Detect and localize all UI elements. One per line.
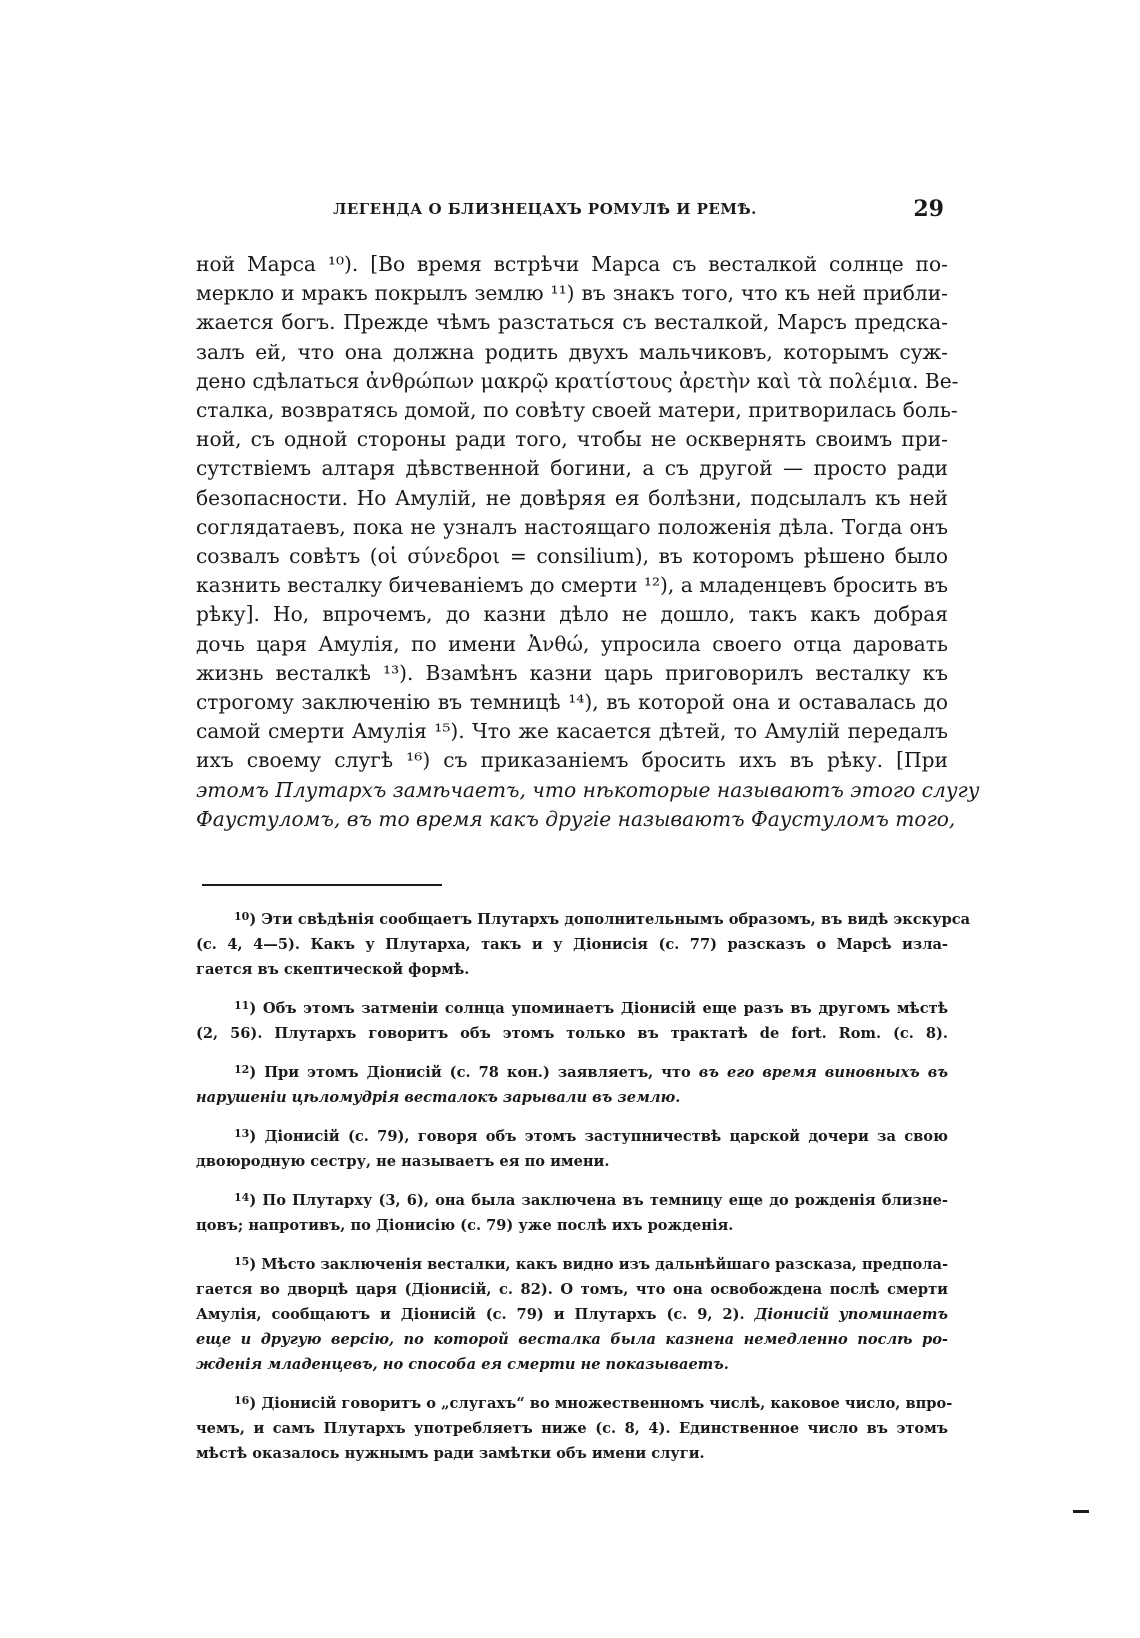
footnote-marker: 10 [234, 910, 250, 923]
footnote [196, 1057, 948, 1110]
footnote-line: чемъ, и самъ Плутархъ употребляетъ ниже (с. 8, 4). Единственное число въ этомъ [196, 1420, 948, 1437]
text-line: ной, съ одной стороны ради того, чтобы не осквернять своимъ при- [196, 427, 948, 452]
footnote-line: цовъ; напротивъ, по Діонисію (с. 79) уже послѣ ихъ рожденія. [196, 1217, 734, 1234]
text-line-italic: этомъ Плутархъ замѣчаетъ, что нѣкоторые называютъ этого слугу [196, 777, 980, 802]
footnote-line: гается во дворцѣ царя (Діонисій, с. 82). О томъ, что она освобождена послѣ смерти [196, 1281, 948, 1298]
footnote-line: мѣстѣ оказалось нужнымъ ради замѣтки объ имени слуги. [196, 1445, 705, 1462]
scan-dash-mark [1073, 1510, 1089, 1513]
footnote-line: Амулія, сообщаютъ и Діонисій (с. 79) и Плутархъ (с. 9, 2). Діонисій упоминаетъ [196, 1306, 948, 1323]
footnote-line: еще и другую версію, по которой весталка была казнена немедленно послѣ ро- [196, 1331, 948, 1348]
text-line-italic: Фаустуломъ, въ то время какъ другіе называютъ Фаустуломъ того, [196, 806, 956, 831]
main-text [196, 250, 980, 834]
text-line: дено сдѣлаться ἀνθρώπων μακρῷ κρατίστους ἀρετὴν καὶ τὰ πολέμια. Ве- [196, 368, 959, 393]
text-line: ной Марса ¹⁰). [Во время встрѣчи Марса съ весталкой солнце по- [196, 252, 948, 276]
text-line: жизнь весталкѣ ¹³). Взамѣнъ казни царь приговорилъ весталку къ [196, 660, 948, 685]
text-line: дочь царя Амулія, по имени Ἀνθώ, упросила своего отца даровать [196, 631, 948, 656]
footnote-line: (с. 4, 4—5). Какъ у Плутарха, такъ и у Діонисія (с. 77) разсказъ о Марсѣ излa- [196, 936, 948, 953]
text-line: залъ ей, что она должна родить двухъ мальчиковъ, которымъ суж- [196, 339, 948, 364]
footnote-line: $^{15}$) Мѣсто заключенія весталки, какъ видно изъ дальнѣйшаго разсказа, предпола- [234, 1255, 949, 1273]
text-line: рѣку]. Но, впрочемъ, до казни дѣло не дошло, такъ какъ добрая [196, 602, 948, 627]
running-title: ЛЕГЕНДА О БЛИЗНЕЦАХЪ РОМУЛѢ И РЕМѢ. [333, 200, 757, 218]
footnote [196, 904, 971, 982]
text-line: ихъ своему слугѣ ¹⁶) съ приказаніемъ бросить ихъ въ рѣку. [При [196, 748, 948, 773]
footnote-line: $^{10}$) Эти свѣдѣнія сообщаетъ Плутархъ дополнительнымъ образомъ, въ видѣ экскурса [234, 910, 971, 928]
footnote-marker: 14 [234, 1191, 250, 1204]
page-header [196, 196, 944, 230]
text-line: соглядатаевъ, пока не узналъ настоящаго положенія дѣла. Тогда онъ [196, 514, 948, 539]
footnote-separator [202, 884, 442, 886]
footnote-line: $^{16}$) Діонисій говоритъ о „слугахъ“ во множественномъ числѣ, каковое число, впро- [234, 1394, 953, 1412]
text-line: безопасности. Но Амулій, не довѣряя ея болѣзни, подсылалъ къ ней [196, 485, 948, 510]
footnote-marker: 12 [234, 1063, 250, 1076]
text-line: сутствіемъ алтаря дѣвственной богини, а съ другой — просто ради [196, 456, 948, 481]
footnotes [196, 904, 971, 1477]
page-number: 29 [913, 196, 944, 222]
text-line: сталка, возвратясь домой, по совѣту своей матери, притворилась боль- [196, 398, 958, 423]
footnote-line: $^{11}$) Объ этомъ затменіи солнца упоминаетъ Діонисій еще разъ въ другомъ мѣстѣ [234, 999, 948, 1017]
footnote-line: жденія младенцевъ, но способа ея смерти не показываетъ. [196, 1356, 729, 1373]
footnote-line: $^{12}$) При этомъ Діонисій (с. 78 кон.) заявляетъ, что въ его время виновныхъ въ [234, 1063, 948, 1081]
footnote-marker: 13 [234, 1127, 250, 1140]
footnote-marker: 16 [234, 1394, 250, 1407]
text-line: созвалъ совѣтъ (οἱ σύνεδροι = consilium), въ которомъ рѣшено было [196, 544, 948, 569]
footnote [196, 993, 948, 1046]
footnote-marker: 15 [234, 1255, 250, 1268]
text-line: строгому заключенію въ темницѣ ¹⁴), въ которой она и оставалась до [196, 690, 948, 715]
footnote-marker: 11 [234, 999, 250, 1012]
footnote [196, 1185, 948, 1238]
footnote-line: $^{14}$) По Плутарху (3, 6), она была заключена въ темницу еще до рожденія близне- [234, 1191, 948, 1209]
text-line: самой смерти Амулія ¹⁵). Что же касается дѣтей, то Амулій передалъ [196, 719, 948, 744]
text-line: казнить весталку бичеваніемъ до смерти ¹²), а младенцевъ бросить въ [196, 573, 948, 598]
text-line: меркло и мракъ покрылъ землю ¹¹) въ знакъ того, что къ ней прибли- [196, 281, 948, 306]
footnote [196, 1388, 953, 1466]
footnote [196, 1121, 948, 1174]
footnote-line: гается въ скептической формѣ. [196, 961, 470, 978]
footnote-line: (2, 56). Плутархъ говоритъ объ этомъ только въ трактатѣ de fort. Rom. (с. 8). [196, 1025, 948, 1042]
text-line: жается богъ. Прежде чѣмъ разстаться съ весталкой, Марсъ предска- [196, 310, 948, 335]
footnote [196, 1249, 948, 1377]
footnote-line: нарушеніи цѣломудрія весталокъ зарывали въ землю. [196, 1089, 681, 1106]
footnote-line: двоюродную сестру, не называетъ ея по имени. [196, 1153, 610, 1170]
footnote-line: $^{13}$) Діонисій (с. 79), говоря объ этомъ заступничествѣ царской дочери за свою [234, 1127, 948, 1145]
